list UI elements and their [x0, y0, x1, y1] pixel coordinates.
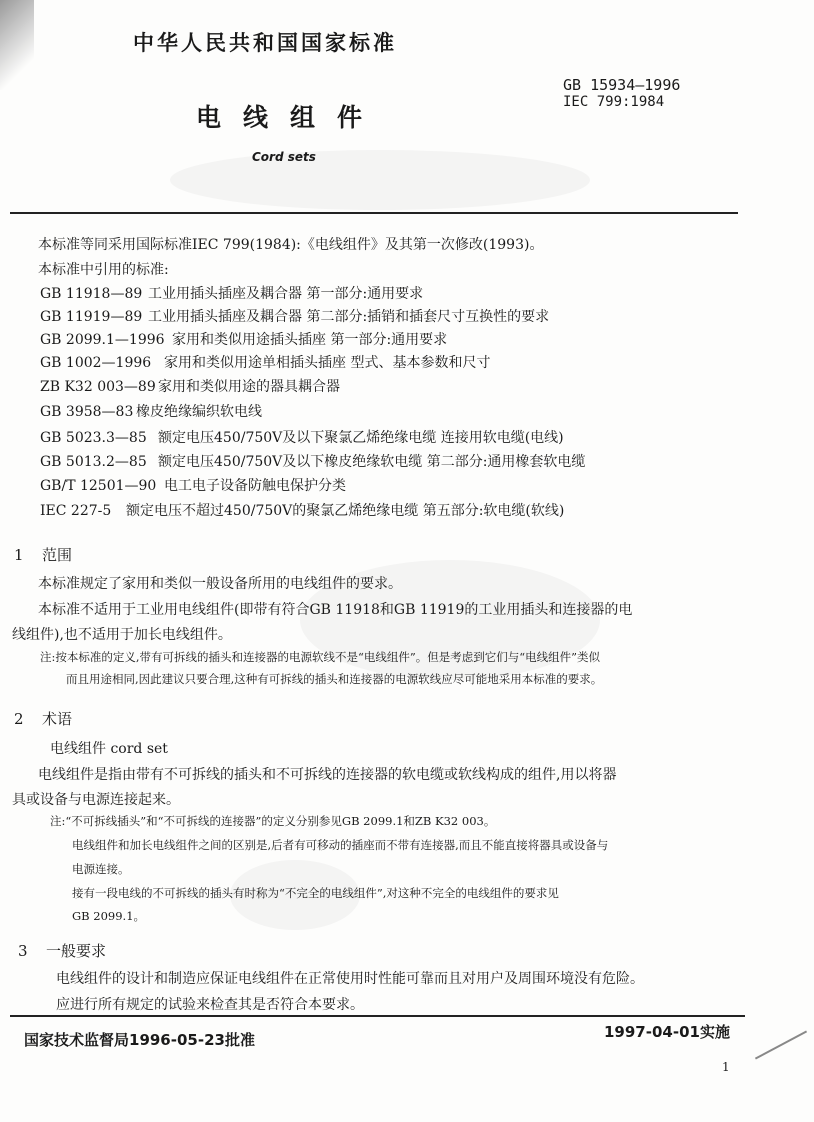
reference-item	[40, 329, 447, 349]
reference-item	[40, 306, 549, 326]
references-heading: 本标准中引用的标准:	[38, 262, 169, 278]
section-number: 2	[14, 710, 24, 728]
reference-code: ZB K32 003—89	[40, 379, 156, 395]
section-note: 而且用途相同,因此建议只要合理,这种有可拆线的插头和连接器的电源软线应尽可能地采用本标准的要求。	[66, 672, 603, 686]
section-note: 注:按本标准的定义,带有可拆线的插头和连接器的电源软线不是“电线组件”。但是考虑到它们与“电线组件”类似	[40, 650, 601, 664]
document-subtitle-en: Cord sets	[252, 150, 316, 164]
reference-code: GB 11918—89	[40, 286, 143, 302]
section-note: 接有一段电线的不可拆线的插头有时称为“不完全的电线组件”,对这种不完全的电线组件的要求见	[72, 886, 559, 900]
page-number: 1	[722, 1060, 730, 1074]
document-title: 电线组件	[196, 103, 385, 132]
scan-noise	[170, 150, 590, 210]
reference-code: GB 1002—1996	[40, 355, 152, 371]
pen-mark	[755, 1031, 807, 1060]
reference-title: 家用和类似用途的器具耦合器	[158, 379, 340, 395]
reference-title: 额定电压450/750V及以下橡皮绝缘软电缆 第二部分:通用橡套软电缆	[158, 454, 586, 470]
reference-item	[40, 352, 490, 372]
approval-date: 国家技术监督局1996-05-23批准	[24, 1031, 255, 1049]
section-title: 术语	[42, 710, 73, 728]
section-title: 范围	[42, 546, 73, 564]
reference-code: GB/T 12501—90	[40, 478, 157, 494]
header-divider	[10, 212, 738, 214]
reference-item	[40, 475, 346, 495]
national-standard-heading: 中华人民共和国国家标准	[133, 31, 397, 55]
reference-title: 橡皮绝缘编织软电线	[136, 404, 262, 420]
section-paragraph: 线组件),也不适用于加长电线组件。	[12, 627, 232, 643]
section-note: 电源连接。	[72, 862, 130, 876]
section-number: 3	[18, 942, 28, 960]
reference-title: 工业用插头插座及耦合器 第一部分:通用要求	[148, 286, 424, 302]
reference-code: GB 5013.2—85	[40, 454, 147, 470]
section-paragraph: 应进行所有规定的试验来检查其是否符合本要求。	[56, 997, 364, 1013]
section-paragraph: 本标准不适用于工业用电线组件(即带有符合GB 11918和GB 11919的工业用插头和连接器的电	[38, 602, 633, 618]
term-definition: 电线组件是指由带有不可拆线的插头和不可拆线的连接器的软电缆或软线构成的组件,用以将器	[38, 767, 617, 783]
scan-corner-shadow	[0, 0, 34, 90]
standard-number: GB 15934—1996	[563, 76, 681, 94]
section-heading	[14, 708, 72, 729]
reference-item	[40, 427, 564, 447]
reference-item	[40, 451, 585, 471]
implementation-date: 1997-04-01实施	[604, 1023, 730, 1041]
term-entry: 电线组件 cord set	[50, 741, 168, 757]
reference-code: GB 3958—83	[40, 404, 134, 420]
reference-code: GB 2099.1—1996	[40, 332, 165, 348]
reference-title: 额定电压450/750V及以下聚氯乙烯绝缘电缆 连接用软电缆(电线)	[158, 430, 564, 446]
reference-item	[40, 500, 564, 520]
reference-code: IEC 227-5	[40, 503, 112, 519]
footer-divider	[10, 1015, 745, 1017]
section-paragraph: 电线组件的设计和制造应保证电线组件在正常使用时性能可靠而且对用户及周围环境没有危险。	[56, 971, 644, 987]
section-heading	[14, 544, 72, 565]
reference-title: 电工电子设备防触电保护分类	[164, 478, 346, 494]
section-title: 一般要求	[46, 942, 107, 960]
section-note: 电线组件和加长电线组件之间的区别是,后者有可移动的插座而不带有连接器,而且不能直接将器具或设备与	[72, 838, 609, 852]
section-number: 1	[14, 546, 24, 564]
reference-title: 家用和类似用途单相插头插座 型式、基本参数和尺寸	[164, 355, 491, 371]
reference-item	[40, 376, 340, 396]
reference-code: GB 5023.3—85	[40, 430, 147, 446]
section-paragraph: 本标准规定了家用和类似一般设备所用的电线组件的要求。	[38, 576, 402, 592]
adoption-statement: 本标准等同采用国际标准IEC 799(1984):《电线组件》及其第一次修改(1993)。	[38, 237, 544, 253]
reference-code: GB 11919—89	[40, 309, 143, 325]
reference-item	[40, 401, 262, 421]
reference-title: 家用和类似用途插头插座 第一部分:通用要求	[172, 332, 448, 348]
term-definition: 具或设备与电源连接起来。	[12, 792, 180, 808]
section-note: 注:“不可拆线插头”和“不可拆线的连接器”的定义分别参见GB 2099.1和ZB K32 003。	[50, 814, 496, 828]
iec-reference: IEC 799:1984	[563, 94, 665, 110]
reference-title: 额定电压不超过450/750V的聚氯乙烯绝缘电缆 第五部分:软电缆(软线)	[126, 503, 565, 519]
reference-title: 工业用插头插座及耦合器 第二部分:插销和插套尺寸互换性的要求	[148, 309, 550, 325]
section-heading	[18, 940, 106, 961]
section-note: GB 2099.1。	[72, 909, 146, 923]
reference-item	[40, 283, 423, 303]
